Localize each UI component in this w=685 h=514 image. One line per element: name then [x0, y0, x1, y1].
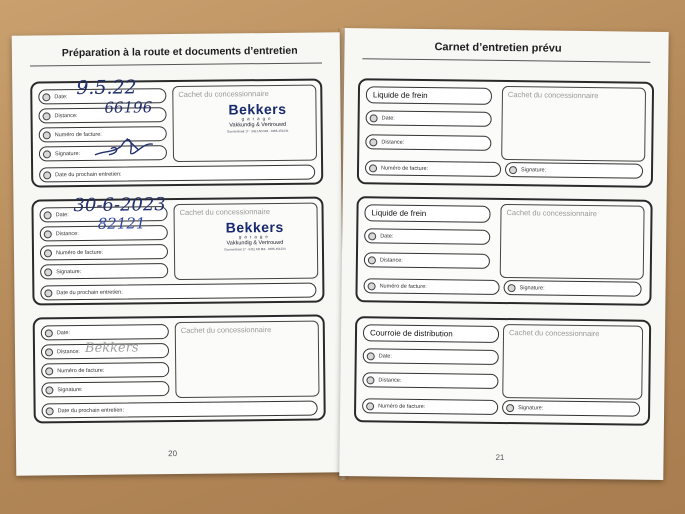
distance-field[interactable]: Distance:: [38, 107, 166, 123]
bullet-icon: [43, 150, 51, 158]
dealer-stamp-box: [173, 203, 318, 281]
bullet-icon: [368, 282, 376, 290]
page-number: 20: [168, 449, 178, 459]
bullet-icon: [44, 211, 52, 219]
bullet-icon: [43, 112, 51, 120]
scheduled-record-2: [355, 196, 652, 306]
date-field[interactable]: Date:: [41, 324, 169, 340]
bullet-icon: [42, 93, 50, 101]
stamp-label: Cachet du concessionnaire: [508, 328, 600, 339]
dealer-logo: Bekkers garage Vakkundig & Vertrouwd Goorsestraat 17 · 5451 AD Mill · 0485-451234: [224, 218, 286, 252]
stamp-label: Cachet du concessionnaire: [506, 208, 598, 219]
next-service-field[interactable]: Date du prochain entretien:: [40, 283, 316, 301]
stamp-label: Cachet du concessionnaire: [507, 90, 599, 101]
service-name: Liquide de frein: [366, 86, 492, 105]
dealer-logo: Bekkers garage Vakkundig & Vertrouwd Goorsestraat 17 · 5451 AD Mill · 0485-451234: [227, 100, 289, 134]
bullet-icon: [509, 166, 517, 174]
left-page-title: Préparation à la route et documents d’entretien: [61, 44, 298, 60]
bullet-icon: [45, 348, 53, 356]
bullet-icon: [44, 289, 52, 297]
next-service-field[interactable]: Date du prochain entretien:: [42, 401, 318, 419]
signature-scribble: [91, 132, 159, 161]
handwritten-distance: 82121: [97, 214, 146, 233]
bullet-icon: [45, 386, 53, 394]
distance-field[interactable]: Distance:: [41, 343, 169, 359]
bullet-icon: [366, 402, 374, 410]
date-field[interactable]: Date:: [366, 110, 492, 127]
signature-field[interactable]: Signature:: [505, 162, 643, 179]
bullet-icon: [43, 171, 51, 179]
dealer-stamp-box: [502, 324, 643, 400]
date-field[interactable]: Date:: [364, 228, 490, 245]
handwritten-distance: Bekkers: [84, 340, 139, 356]
dealer-stamp-box: [172, 85, 317, 163]
bullet-icon: [367, 352, 375, 360]
bullet-icon: [43, 131, 51, 139]
handwritten-distance: 66196: [104, 98, 153, 117]
signature-field[interactable]: Signature:: [39, 145, 167, 161]
scheduled-record-1: [357, 78, 654, 188]
service-record-3: [33, 314, 326, 423]
invoice-field[interactable]: Numéro de facture:: [365, 160, 501, 177]
dealer-stamp-box: [175, 321, 320, 399]
dealer-stamp-box: [501, 86, 646, 162]
bullet-icon: [44, 268, 52, 276]
signature-field[interactable]: Signature:: [502, 400, 640, 417]
title-divider: [362, 58, 650, 63]
date-field[interactable]: Date:: [363, 348, 499, 365]
service-name: Courroie de distribution: [363, 324, 499, 343]
invoice-field[interactable]: Numéro de facture:: [39, 126, 167, 142]
bullet-icon: [506, 404, 514, 412]
date-field[interactable]: Date:: [40, 206, 168, 222]
date-field[interactable]: Date:: [38, 88, 166, 104]
bullet-icon: [366, 376, 374, 384]
distance-field[interactable]: Distance:: [364, 252, 490, 269]
invoice-field[interactable]: Numéro de facture:: [41, 362, 169, 378]
page-number: 21: [495, 452, 505, 463]
stamp-label: Cachet du concessionnaire: [180, 325, 272, 335]
scheduled-record-3: [354, 316, 651, 426]
distance-field[interactable]: Distance:: [365, 134, 491, 151]
signature-field[interactable]: Signature:: [41, 381, 169, 397]
stamp-label: Cachet du concessionnaire: [178, 89, 269, 99]
right-page-title: Carnet d’entretien prévu: [434, 41, 562, 55]
service-record-2: [31, 196, 324, 305]
dealer-stamp-box: [500, 204, 645, 280]
bullet-icon: [45, 329, 53, 337]
service-name: Liquide de frein: [364, 204, 490, 223]
signature-field[interactable]: Signature:: [503, 280, 641, 297]
handwritten-date: 30-6-2023: [73, 194, 166, 217]
invoice-field[interactable]: Numéro de facture:: [364, 278, 500, 295]
distance-field[interactable]: Distance:: [40, 225, 168, 241]
title-divider: [30, 62, 322, 66]
bullet-icon: [46, 407, 54, 415]
distance-field[interactable]: Distance:: [362, 372, 498, 389]
invoice-field[interactable]: Numéro de facture:: [362, 398, 498, 415]
signature-field[interactable]: Signature:: [40, 263, 168, 279]
next-service-field[interactable]: Date du prochain entretien:: [39, 165, 315, 183]
right-page: [339, 28, 668, 480]
invoice-field[interactable]: Numéro de facture:: [40, 244, 168, 260]
service-record-1: [30, 78, 323, 187]
bullet-icon: [368, 256, 376, 264]
bullet-icon: [45, 367, 53, 375]
bullet-icon: [44, 230, 52, 238]
bullet-icon: [369, 164, 377, 172]
bullet-icon: [370, 114, 378, 122]
left-page: [12, 32, 345, 475]
bullet-icon: [369, 138, 377, 146]
bullet-icon: [368, 232, 376, 240]
stamp-label: Cachet du concessionnaire: [179, 207, 271, 217]
handwritten-date: 9.5.22: [76, 76, 137, 100]
bullet-icon: [508, 284, 516, 292]
bullet-icon: [44, 249, 52, 257]
